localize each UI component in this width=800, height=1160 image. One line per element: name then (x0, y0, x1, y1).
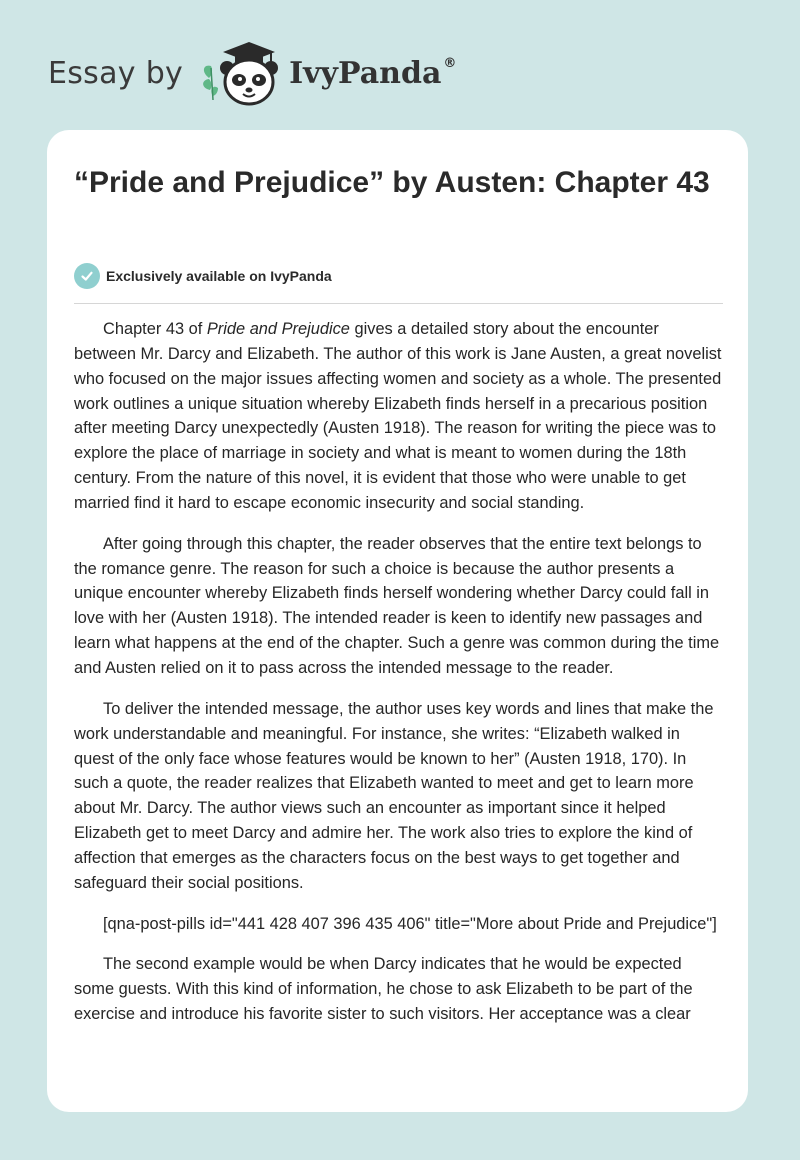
ivypanda-wordmark[interactable] (289, 56, 456, 91)
check-icon (74, 263, 100, 289)
qna-pills-shortcode: [qna-post-pills id="441 428 407 396 435 406" title="More about Pride and Prejudice"] (103, 914, 717, 933)
essay-card (47, 130, 748, 1112)
paragraph-2: After going through this chapter, the reader observes that the entire text belongs to the romance genre. The reason for such a choice is because the author presents a unique encounter whereby Elizabeth finds herself wondering whether Darcy could fall in love with her (Austen 1918). The intended reader is keen to identify new passages and learn what happens at the end of the chapter. Such a genre was common during the time and Austen relied on it to pass across the intended message to the reader. (74, 534, 720, 677)
paragraph-1-start: Chapter 43 of (103, 320, 207, 338)
book-title-italic: Pride and Prejudice (206, 320, 350, 338)
site-header (48, 38, 456, 108)
essay-title: “Pride and Prejudice” by Austen: Chapter 43 (74, 166, 710, 199)
paragraph-3: To deliver the intended message, the author uses key words and lines that make the work understandable and meaningful. For instance, she writes: “Elizabeth walked in quest of the only face whose features would be known to her” (Austen 1918, 170). In such a quote, the reader realizes that Elizabeth wanted to meet and get to learn more about Mr. Darcy. The author views such an encounter as important since it helped Elizabeth get to meet Darcy and admire her. The work also tries to explore the kind of affection that emerges as the characters focus on the best ways to get together and safeguard their social positions. (74, 699, 714, 892)
paragraph-5: The second example would be when Darcy indicates that he would be expected some guests. With this kind of information, he chose to ask Elizabeth to be part of the exercise and introduce his favorite sister to such visitors. Her acceptance was a clear (74, 955, 693, 1024)
paragraph-1-rest: gives a detailed story about the encounter between Mr. Darcy and Elizabeth. The author of this work is Jane Austen, a great novelist who focused on the major issues affecting women and society as a whole. The presented work outlines a unique situation whereby Elizabeth finds herself in a precarious position after meeting Darcy unexpectedly (Austen 1918). The reason for writing the piece was to explore the place of marriage in society and what is meant to women during the 18th century. From the nature of this novel, it is evident that those who were unable to get married find it hard to escape economic insecurity and social standing. (74, 320, 722, 512)
exclusive-label: Exclusively available on IvyPanda (106, 268, 332, 284)
paragraph-1 (74, 317, 724, 516)
title-divider (74, 303, 723, 304)
essay-body (74, 317, 724, 1043)
brand-name-text: IvyPanda (289, 55, 442, 91)
essay-by-label: Essay by (48, 55, 184, 91)
registered-mark: ® (443, 55, 457, 71)
ivypanda-panda-logo[interactable] (199, 38, 283, 108)
exclusive-badge (74, 263, 332, 289)
